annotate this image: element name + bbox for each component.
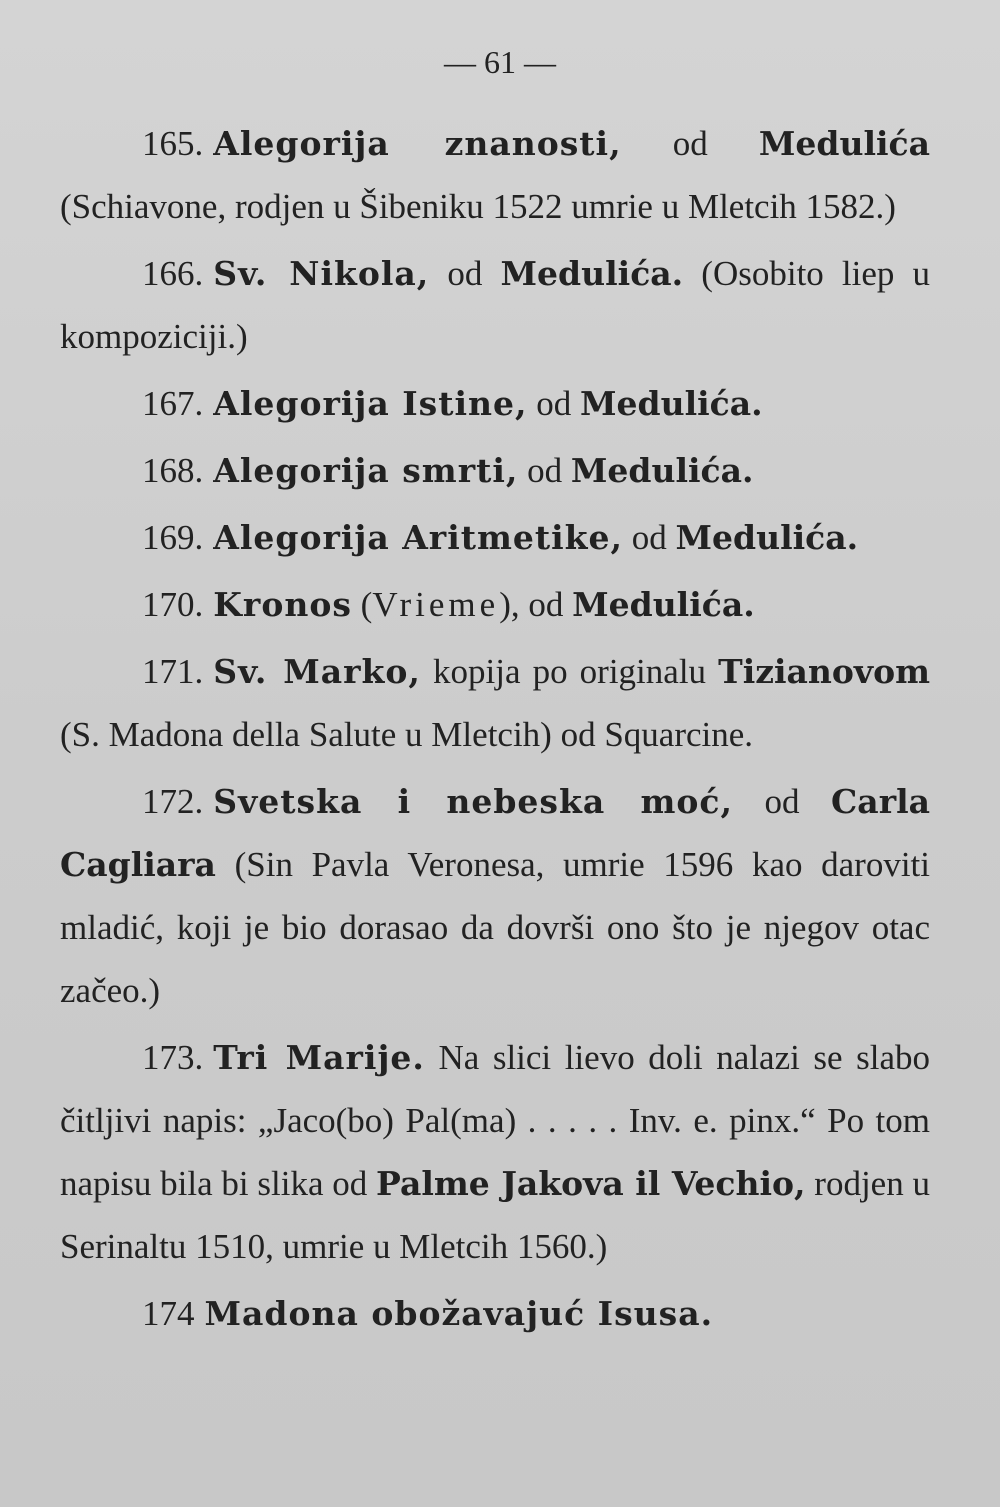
entry-note: (Schiavone, rodjen u Šibeniku 1522 umrie u Mletcih 1582.) xyxy=(60,187,896,226)
entry-text: kopija po originalu xyxy=(420,652,719,691)
entry-number: 169. xyxy=(142,518,204,557)
entry-artist: Medulića. xyxy=(572,585,755,624)
entry-spaced-word: Vrieme xyxy=(372,585,500,624)
entry-title: Sv. Nikola, xyxy=(213,254,430,293)
entry-number: 171. xyxy=(142,652,204,691)
entry-title: Sv. Marko, xyxy=(213,652,421,691)
entry-number: 172. xyxy=(142,782,204,821)
entry-number: 166. xyxy=(142,254,204,293)
entry-artist: Medulića. xyxy=(579,384,763,423)
entry-168 xyxy=(60,439,930,502)
entry-artist: Carla Cagliara xyxy=(60,782,930,884)
entry-title: Alegorija Aritmetike, xyxy=(213,518,624,557)
entry-167 xyxy=(60,372,930,435)
entry-170 xyxy=(60,573,930,636)
entry-note: (Sin Pavla Veronesa, umrie 1596 kao daroviti mladić, koji je bio dorasao da dovrši ono što je njegov otac začeo.) xyxy=(60,845,930,1010)
entry-165 xyxy=(60,112,930,238)
entry-number: 174 xyxy=(142,1294,195,1333)
entry-174 xyxy=(60,1282,930,1345)
entry-number: 167. xyxy=(142,384,204,423)
entry-number: 173. xyxy=(142,1038,204,1077)
entry-title: Alegorija Istine, xyxy=(213,384,528,423)
entry-text: od xyxy=(518,451,571,490)
page-number: — 61 — xyxy=(444,44,556,80)
entry-text: ), od xyxy=(499,585,573,624)
entry-text: od xyxy=(733,782,832,821)
entry-artist: Medulića xyxy=(758,124,931,163)
entry-text: od xyxy=(527,384,580,423)
entry-title: Alegorija smrti, xyxy=(213,451,519,490)
entry-number: 170. xyxy=(142,585,204,624)
entry-note: (S. Madona della Salute u Mletcih) od Squarcine. xyxy=(60,715,754,754)
entry-text: ( xyxy=(351,585,373,624)
entry-artist: Palme Jakova il Vechio, xyxy=(376,1164,806,1203)
entry-169 xyxy=(60,506,930,569)
entry-title: Svetska i nebeska moć, xyxy=(213,782,734,821)
entry-number: 168. xyxy=(142,451,204,490)
entry-173 xyxy=(60,1026,930,1278)
entry-artist: Tizianovom xyxy=(718,652,930,691)
entry-note: (Osobito liep u kompoziciji.) xyxy=(60,254,931,356)
entry-text: od xyxy=(429,254,501,293)
entry-artist: Medulića. xyxy=(675,518,859,557)
entry-text: Na slici lievo doli nalazi se slabo čitljivi napis: „Jaco(bo) Pal(ma) . . . . . Inv. e. pinx.“ Po tom napisu bila bi slika od xyxy=(60,1038,930,1203)
entry-artist: Medulića. xyxy=(570,451,754,490)
entry-artist: Medulića. xyxy=(500,254,684,293)
entry-note: rodjen u Serinaltu 1510, umrie u Mletcih 1560.) xyxy=(60,1164,930,1266)
entry-text: od xyxy=(623,518,676,557)
entry-text: od xyxy=(621,124,759,163)
entry-171 xyxy=(60,640,930,766)
entry-title: Alegorija znanosti, xyxy=(213,124,622,163)
catalogue-entries xyxy=(60,112,930,1345)
entry-number: 165. xyxy=(142,124,204,163)
entry-title: Tri Marije. xyxy=(213,1038,425,1077)
entry-title: Kronos xyxy=(213,585,352,624)
entry-title: Madona obožavajuć Isusa. xyxy=(204,1294,714,1333)
entry-172 xyxy=(60,770,930,1022)
entry-166 xyxy=(60,242,930,368)
